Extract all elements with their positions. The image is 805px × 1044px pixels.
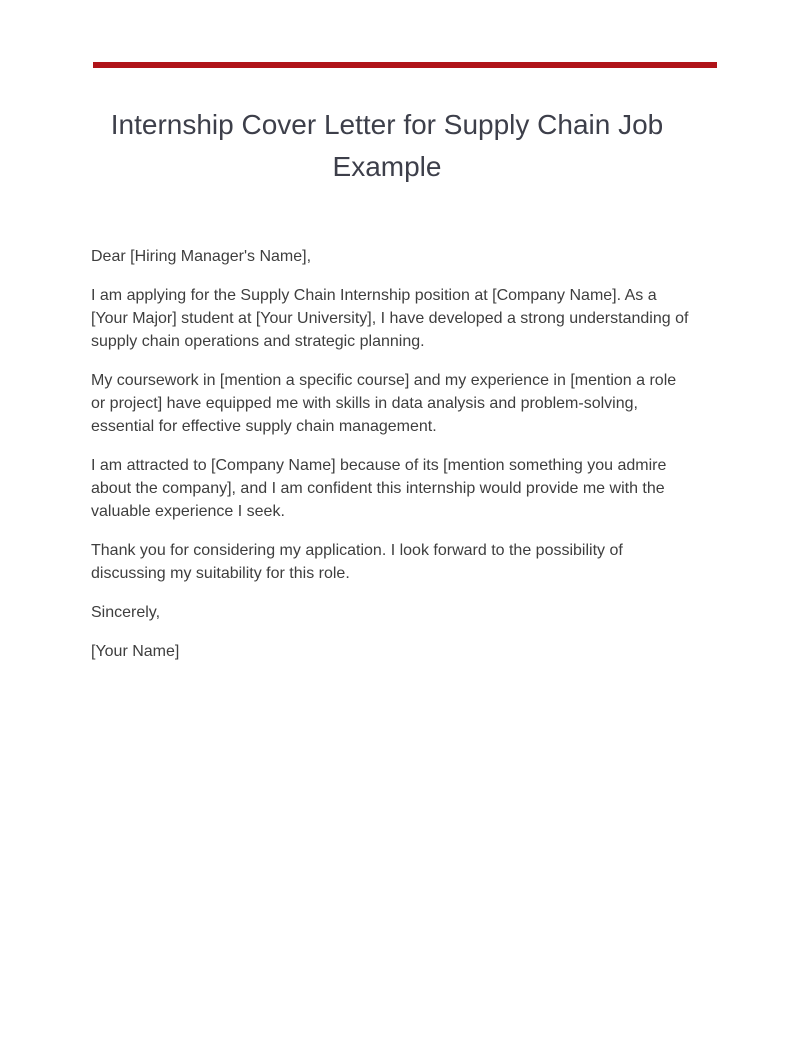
letter-paragraph-4: Thank you for considering my application. I look forward to the possibility of discussing my suitability for this role.	[91, 542, 623, 582]
letter-paragraph-3: I am attracted to [Company Name] because of its [mention something you admire about the company], and I am confident this internship would provide me with the valuable experience I seek.	[91, 457, 667, 520]
letter-signature: [Your Name]	[91, 643, 180, 660]
top-accent-rule	[93, 62, 717, 68]
letter-paragraph-1: I am applying for the Supply Chain Internship position at [Company Name]. As a [Your Major] student at [Your University], I have developed a strong understanding of supply chain operations and strategic planning.	[91, 287, 689, 350]
letter-closing: Sincerely,	[91, 604, 161, 621]
page-title: Internship Cover Letter for Supply Chain Job Example	[110, 109, 664, 182]
letter-paragraph-2: My coursework in [mention a specific course] and my experience in [mention a role or project] have equipped me with skills in data analysis and problem-solving, essential for effective supply chain management.	[91, 372, 677, 435]
letter-salutation: Dear [Hiring Manager's Name],	[91, 248, 312, 265]
letter-body	[91, 245, 691, 679]
